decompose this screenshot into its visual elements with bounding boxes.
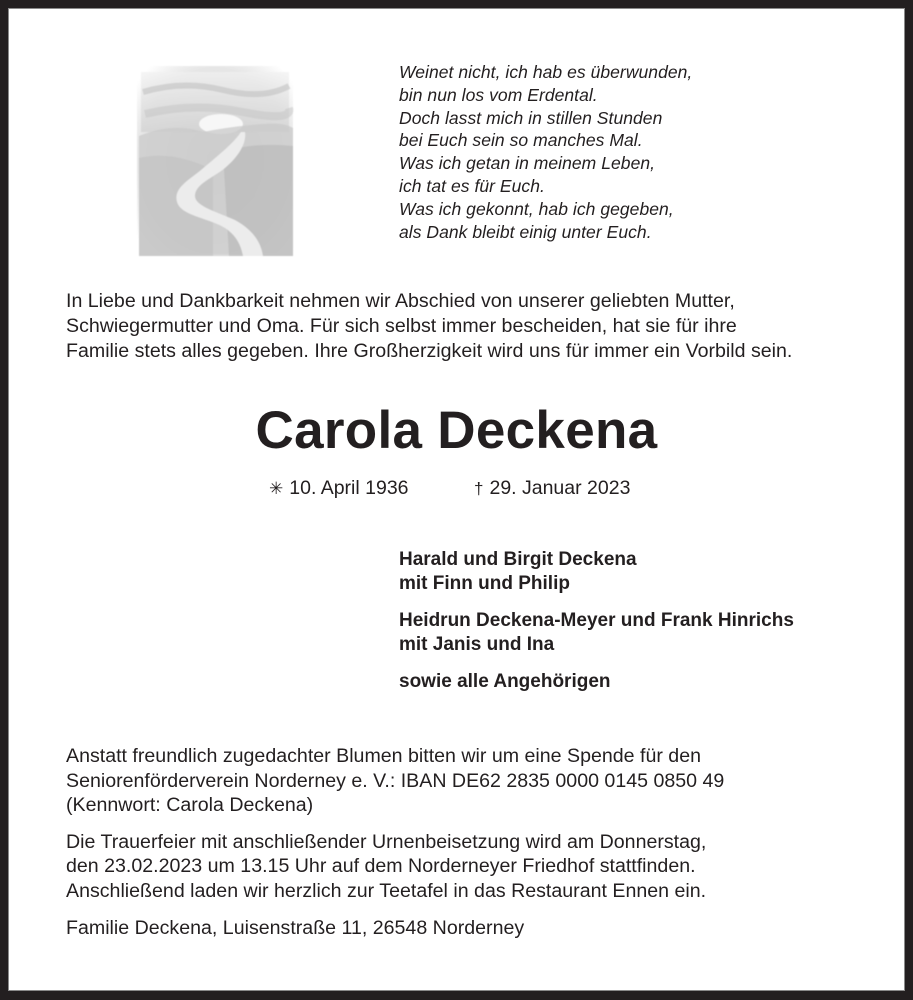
poem-line: Was ich gekonnt, hab ich gegeben,: [399, 198, 674, 219]
mourner-line: sowie alle Angehörigen: [399, 671, 611, 692]
poem-line: ich tat es für Euch.: [399, 175, 545, 196]
poem-line: Doch lasst mich in stillen Stunden: [399, 107, 663, 128]
note-line: Seniorenförderverein Norderney e. V.: IBAN DE62 2835 0000 0145 0850 49: [66, 769, 725, 792]
intro-line: Familie stets alles gegeben. Ihre Großherzigkeit wird uns für immer ein Vorbild sein.: [66, 340, 793, 362]
death-date-text: 29. Januar 2023: [489, 477, 631, 499]
poem-line: bin nun los vom Erdental.: [399, 84, 598, 105]
deceased-name: Carola Deckena: [255, 401, 658, 460]
ceremony-note: [66, 830, 724, 904]
birth-date-text: 10. April 1936: [289, 477, 409, 499]
mourner-line: mit Finn und Philip: [399, 573, 570, 594]
mourners: [399, 548, 794, 707]
obituary-notice: [8, 8, 905, 991]
mourner-group: [399, 670, 794, 694]
intro-line: Schwiegermutter und Oma. Für sich selbst immer bescheiden, hat sie für ihre: [66, 315, 737, 337]
note-line: Anstatt freundlich zugedachter Blumen bitten wir um eine Spende für den: [66, 745, 701, 767]
poem: [399, 61, 692, 243]
death-cross-icon: †: [474, 479, 484, 498]
birth-star-icon: ✳: [269, 479, 284, 498]
intro-text: [66, 289, 792, 364]
mourner-group: [399, 548, 794, 596]
poem-line: Weinet nicht, ich hab es überwunden,: [399, 62, 693, 82]
note-line: (Kennwort: Carola Deckena): [66, 794, 314, 817]
mourner-line: Heidrun Deckena-Meyer und Frank Hinrichs: [399, 610, 794, 631]
note-line: Die Trauerfeier mit anschließender Urnenbeisetzung wird am Donnerstag,: [66, 830, 707, 853]
note-line: Anschließend laden wir herzlich zur Teetafel in das Restaurant Ennen ein.: [66, 879, 707, 902]
poem-line: Was ich getan in meinem Leben,: [399, 153, 656, 174]
poem-line: bei Euch sein so manches Mal.: [399, 130, 643, 151]
birth-date: [269, 476, 409, 501]
poem-line: als Dank bleibt einig unter Euch.: [399, 221, 652, 242]
donation-note: [66, 744, 724, 818]
notes: [66, 744, 724, 952]
note-line: den 23.02.2023 um 13.15 Uhr auf dem Norderneyer Friedhof stattfinden.: [66, 855, 696, 878]
family-address: [66, 916, 724, 941]
death-date: [474, 476, 630, 501]
address-line: Familie Deckena, Luisenstraße 11, 26548 Norderney: [66, 916, 525, 939]
mourner-line: Harald und Birgit Deckena: [399, 549, 637, 570]
intro-line: In Liebe und Dankbarkeit nehmen wir Abschied von unserer geliebten Mutter,: [66, 290, 735, 312]
mourner-group: [399, 609, 794, 657]
mourner-line: mit Janis und Ina: [399, 634, 555, 655]
landscape-sketch-icon: [133, 62, 297, 256]
